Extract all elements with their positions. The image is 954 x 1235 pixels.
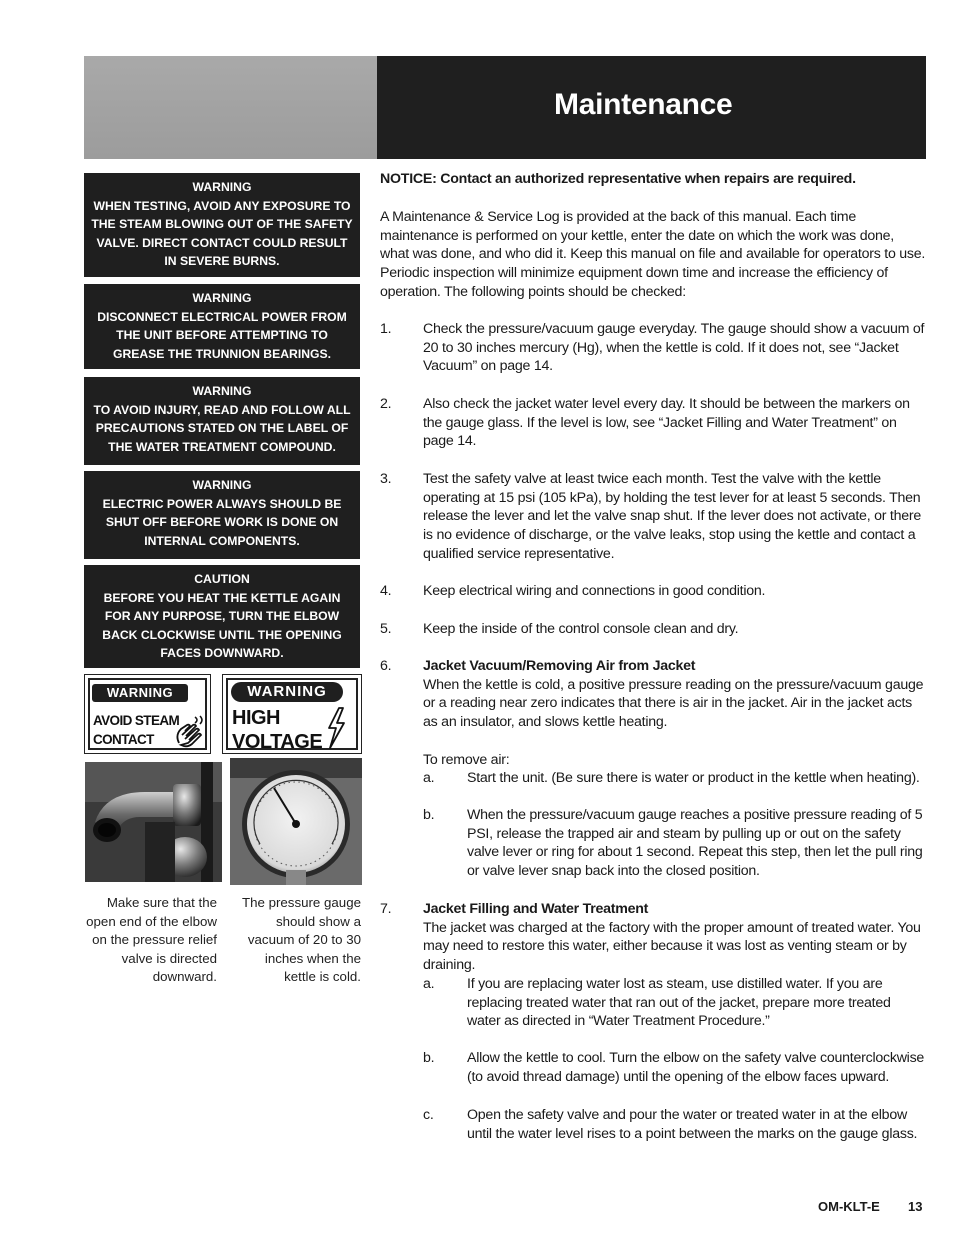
warning-text: ELECTRIC POWER ALWAYS SHOULD BE SHUT OFF BEFORE WORK IS DONE ON INTERNAL COMPONENTS. xyxy=(102,496,342,548)
footer-doc-code: OM-KLT-E xyxy=(818,1199,880,1214)
item-number: 7. xyxy=(380,901,392,917)
sign-line: VOLTAGE xyxy=(232,731,323,753)
item-heading: Jacket Vacuum/Removing Air from Jacket xyxy=(423,658,696,674)
item-number: 1. xyxy=(380,321,392,337)
sub-letter: c. xyxy=(423,1107,434,1123)
warning-box-electric xyxy=(84,471,360,559)
item-heading: Jacket Filling and Water Treatment xyxy=(423,901,649,917)
caution-heading: CAUTION xyxy=(194,572,250,586)
warning-heading: WARNING xyxy=(192,291,252,305)
item-text: Test the safety valve at least twice each month. Test the valve with the kettle operating at 15 psi (105 kPa), by holding the test lever for at least 5 seconds. Then release the lever and let the valve snap shut. If the lever does not activate, or there is no evidence of discharge, or the valve leaks, stop using the kettle and contact a qualified service representative. xyxy=(423,471,921,562)
item-text: Keep electrical wiring and connections in good condition. xyxy=(423,583,766,599)
sign-line: CONTACT xyxy=(93,732,154,747)
item-lead: To remove air: xyxy=(423,751,510,768)
item-number: 3. xyxy=(380,471,392,487)
steam-hand-icon xyxy=(173,713,205,749)
item-text: Keep the inside of the control console clean and dry. xyxy=(423,621,739,637)
sub-text: Allow the kettle to cool. Turn the elbow on the safety valve counterclockwise (to avoid thread damage) until the opening of the elbow faces upward. xyxy=(467,1050,925,1085)
warning-heading: WARNING xyxy=(192,180,252,194)
item-number: 4. xyxy=(380,583,392,599)
warning-text: WHEN TESTING, AVOID ANY EXPOSURE TO THE STEAM BLOWING OUT OF THE SAFETY VALVE. DIRECT CONTACT COULD RESULT IN SEVERE BURNS. xyxy=(91,198,353,268)
avoid-steam-sign xyxy=(84,674,211,754)
item-text: Check the pressure/vacuum gauge everyday. The gauge should show a vacuum of 20 to 30 inches mercury (Hg), when the kettle is cold. If it does not, see “Jacket Vacuum” on page 14. xyxy=(423,321,925,375)
warning-heading: WARNING xyxy=(192,478,252,492)
sign-warning-badge: WARNING xyxy=(92,684,188,702)
sub-text: Open the safety valve and pour the water or treated water in at the elbow until the water level rises to a point between the marks on the gauge glass. xyxy=(467,1107,918,1142)
notice-text: NOTICE: Contact an authorized representative when repairs are required. xyxy=(380,171,856,187)
warning-text: TO AVOID INJURY, READ AND FOLLOW ALL PRECAUTIONS STATED ON THE LABEL OF THE WATER TREATMENT COMPOUND. xyxy=(93,402,351,454)
caution-box-elbow xyxy=(84,565,360,668)
header-title-bar xyxy=(377,56,926,159)
sub-text: Start the unit. (Be sure there is water or product in the kettle when heating). xyxy=(467,770,920,786)
gauge-photo-caption: The pressure gauge should show a vacuum of 20 to 30 inches when the kettle is cold. xyxy=(241,895,361,985)
sign-line: AVOID STEAM xyxy=(93,713,180,728)
warning-text: DISCONNECT ELECTRICAL POWER FROM THE UNIT BEFORE ATTEMPTING TO GREASE THE TRUNNION BEARINGS. xyxy=(97,309,347,361)
header-gray-panel xyxy=(84,56,377,159)
sub-letter: a. xyxy=(423,770,435,786)
pressure-gauge-photo xyxy=(230,758,362,885)
elbow-photo-caption: Make sure that the open end of the elbow on the pressure relief valve is directed downward. xyxy=(86,895,217,985)
caution-text: BEFORE YOU HEAT THE KETTLE AGAIN FOR ANY PURPOSE, TURN THE ELBOW BACK CLOCKWISE UNTIL THE OPENING FACES DOWNWARD. xyxy=(102,590,342,660)
safety-valve-elbow-photo xyxy=(85,762,222,882)
sub-letter: b. xyxy=(423,1050,435,1066)
item-text: Also check the jacket water level every day. It should be between the markers on the gauge glass. If the level is low, see “Jacket Filling and Water Treatment” on page 14. xyxy=(423,396,910,450)
sign-line: HIGH xyxy=(232,707,280,729)
item-number: 6. xyxy=(380,658,392,674)
item-text: When the kettle is cold, a positive pressure reading on the pressure/vacuum gauge or a reading near zero indicates that there is air in the jacket. Air in the jacket acts as an insulator, and slows kettle heating. xyxy=(423,676,924,731)
warning-box-steam xyxy=(84,173,360,277)
warning-box-power xyxy=(84,284,360,369)
sub-text: If you are replacing water lost as steam, use distilled water. If you are replacing treated water that ran out of the jacket, prepare more treated water as directed in “Water Treatment Procedure.” xyxy=(467,976,891,1030)
sub-letter: b. xyxy=(423,807,435,823)
high-voltage-sign xyxy=(222,674,362,754)
page-title: Maintenance xyxy=(554,88,733,121)
warning-box-water-treatment xyxy=(84,377,360,465)
sub-text: When the pressure/vacuum gauge reaches a positive pressure reading of 5 PSI, release the trapped air and steam by pulling up or out on the safety valve lever or ring for about 1 second. Repeat this step, then let the pull ring or valve lever snap back into the closed position. xyxy=(467,807,923,880)
page-number: 13 xyxy=(908,1199,923,1214)
item-number: 2. xyxy=(380,396,392,412)
sub-letter: a. xyxy=(423,976,435,992)
item-number: 5. xyxy=(380,621,392,637)
sign-warning-badge: WARNING xyxy=(231,682,343,702)
warning-heading: WARNING xyxy=(192,384,252,398)
item-text: The jacket was charged at the factory with the proper amount of treated water. You may need to restore this water, either because it was lost as venting steam or by draining. xyxy=(423,919,921,974)
intro-paragraph: A Maintenance & Service Log is provided at the back of this manual. Each time maintenance is performed on your kettle, enter the date on which the work was done, what was done, and who did it. Keep this manual on file and available for operators to use. Periodic inspection will minimize equipment down time and increase the efficiency of operation. The following points should be checked: xyxy=(380,209,926,300)
lightning-bolt-icon xyxy=(323,706,349,750)
